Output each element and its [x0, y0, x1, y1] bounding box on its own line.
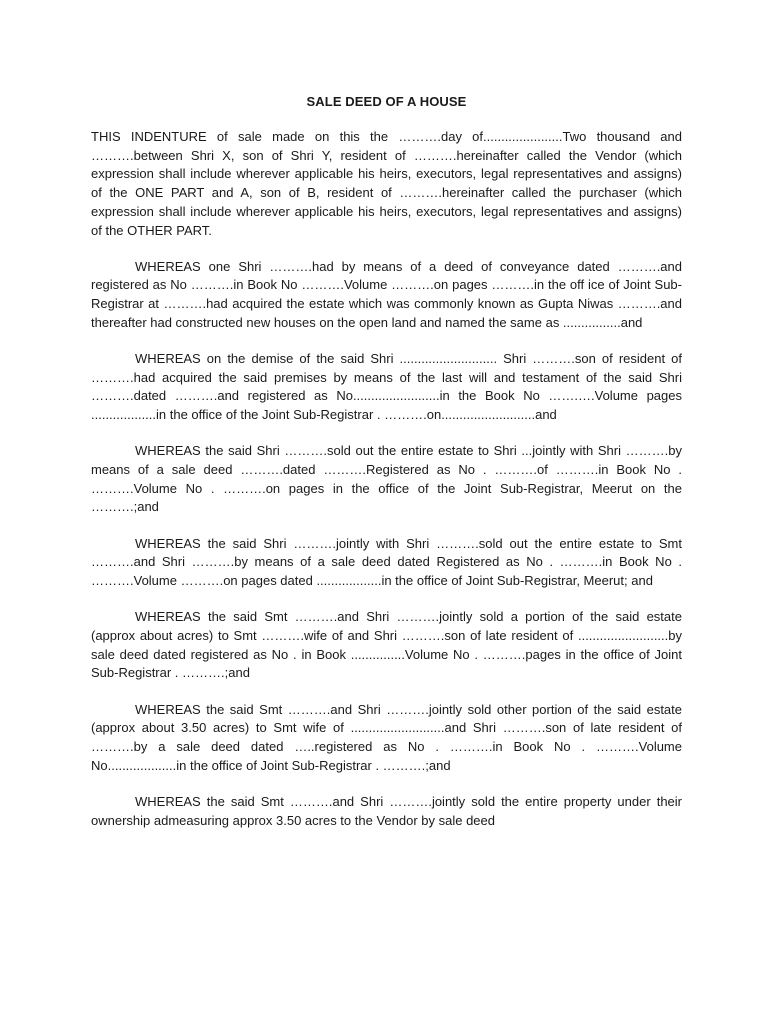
paragraph-whereas-portion-sold: WHEREAS the said Smt ……….and Shri ……….jointly sold a portion of the said estate (approx about acres) to Smt ……….wife of and Shri ……….son of late resident of .........................by sale deed dated registered as No . in Book ...............Volume No . ……….pages in the office of Joint Sub-Registrar . ……….;and: [91, 609, 682, 681]
paragraph-whereas-entire-property: WHEREAS the said Smt ……….and Shri ……….jointly sold the entire property under their ownership admeasuring approx 3.50 acres to the Vendor by sale deed: [91, 793, 682, 828]
paragraph-whereas-sold-estate: WHEREAS the said Shri ……….sold out the entire estate to Shri ...jointly with Shri ……….by means of a sale deed ……….dated ……….Registered as No . ……….of ……….in Book No . ……….Volume No . ……….on pages in the office of the Joint Sub-Registrar, Meerut on the ……….;and: [91, 443, 682, 515]
document-title: SALE DEED OF A HOUSE: [306, 94, 467, 109]
paragraph-whereas-other-portion: WHEREAS the said Smt ……….and Shri ……….jointly sold other portion of the said estate (approx about 3.50 acres) to Smt wife of ..........................and Shri ……….son of late resident of ……….by a sale deed dated …..registered as No . ……….in Book No . ……….Volume No...................in the office of Joint Sub-Registrar . ……….;and: [91, 701, 682, 773]
paragraph-whereas-conveyance: WHEREAS one Shri ……….had by means of a deed of conveyance dated ……….and registered as No ……….in Book No ……….Volume ……….on pages ……….in the off ice of Joint Sub-Registrar at ……….had acquired the estate which was commonly known as Gupta Niwas ……….and thereafter had constructed new houses on the open land and named the same as ................and: [91, 258, 682, 330]
paragraph-indenture: THIS INDENTURE of sale made on this the ……….day of......................Two thousand and ……….between Shri X, son of Shri Y, resident of ……….hereinafter called the Vendor (which expression shall include wherever applicable his heirs, executors, legal representatives and assigns) of the ONE PART and A, son of B, resident of ……….hereinafter called the purchaser (which expression shall include wherever applicable his heirs, executors, legal representatives and assigns) of the OTHER PART.: [91, 129, 682, 238]
paragraph-whereas-demise: WHEREAS on the demise of the said Shri ........................... Shri ……….son of resident of ……….had acquired the said premises by means of the last will and testament of the said Shri ……….dated ……….and registered as No........................in the Book No …….….Volume pages ..................in the office of the Joint Sub-Registrar . ……….on..........................and: [91, 351, 682, 423]
paragraph-whereas-jointly-sold: WHEREAS the said Shri ……….jointly with Shri ……….sold out the entire estate to Smt ……….and Shri ……….by means of a sale deed dated Registered as No . ……….in Book No . ……….Volume ……….on pages dated ..................in the office of Joint Sub-Registrar, Meerut; and: [91, 535, 682, 589]
